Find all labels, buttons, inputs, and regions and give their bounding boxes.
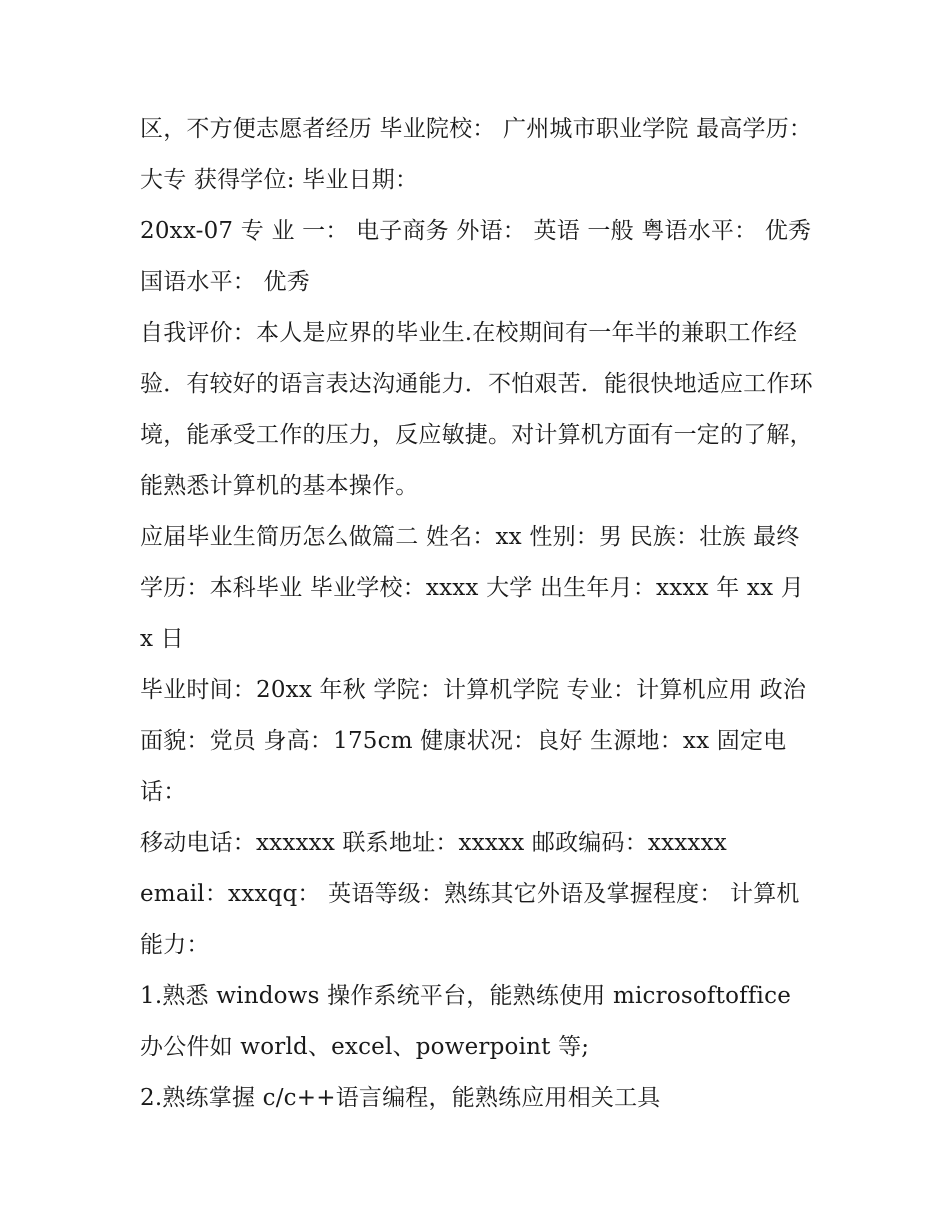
paragraph-self-evaluation: 自我评价：本人是应界的毕业生.在校期间有一年半的兼职工作经验．有较好的语言表达沟通能力．不怕艰苦．能很快地适应工作环境，能承受工作的压力，反应敏捷。对计算机方面有一定的了解，能熟悉计算机的基本操作。 xyxy=(140,320,813,499)
paragraph-skill-2: 2.熟练掌握 c/c++语言编程，能熟练应用相关工具 xyxy=(140,1085,661,1111)
document-body xyxy=(140,104,820,1124)
paragraph-contact-info: 移动电话：xxxxxx 联系地址：xxxxx 邮政编码：xxxxxx xyxy=(140,830,727,856)
paragraph-major-languages: 20xx-07 专 业 一： 电子商务 外语： 英语 一般 粤语水平： 优秀 国语水平： 优秀 xyxy=(140,218,812,295)
paragraph-graduation-info: 毕业时间：20xx 年秋 学院：计算机学院 专业：计算机应用 政治面貌：党员 身高：175cm 健康状况：良好 生源地：xx 固定电话： xyxy=(140,677,807,805)
paragraph-email-skills: email：xxxqq： 英语等级：熟练其它外语及掌握程度： 计算机能力： xyxy=(140,881,800,958)
paragraph-education: 区，不方便志愿者经历 毕业院校： 广州城市职业学院 最高学历： 大专 获得学位: 毕业日期： xyxy=(140,116,813,193)
paragraph-resume-basic-info: 应届毕业生简历怎么做篇二 姓名：xx 性别：男 民族：壮族 最终学历：本科毕业 毕业学校：xxxx 大学 出生年月：xxxx 年 xx 月 x 日 xyxy=(140,524,804,652)
paragraph-skill-1: 1.熟悉 windows 操作系统平台，能熟练使用 microsoftoffice 办公件如 world、excel、powerpoint 等; xyxy=(140,983,792,1060)
